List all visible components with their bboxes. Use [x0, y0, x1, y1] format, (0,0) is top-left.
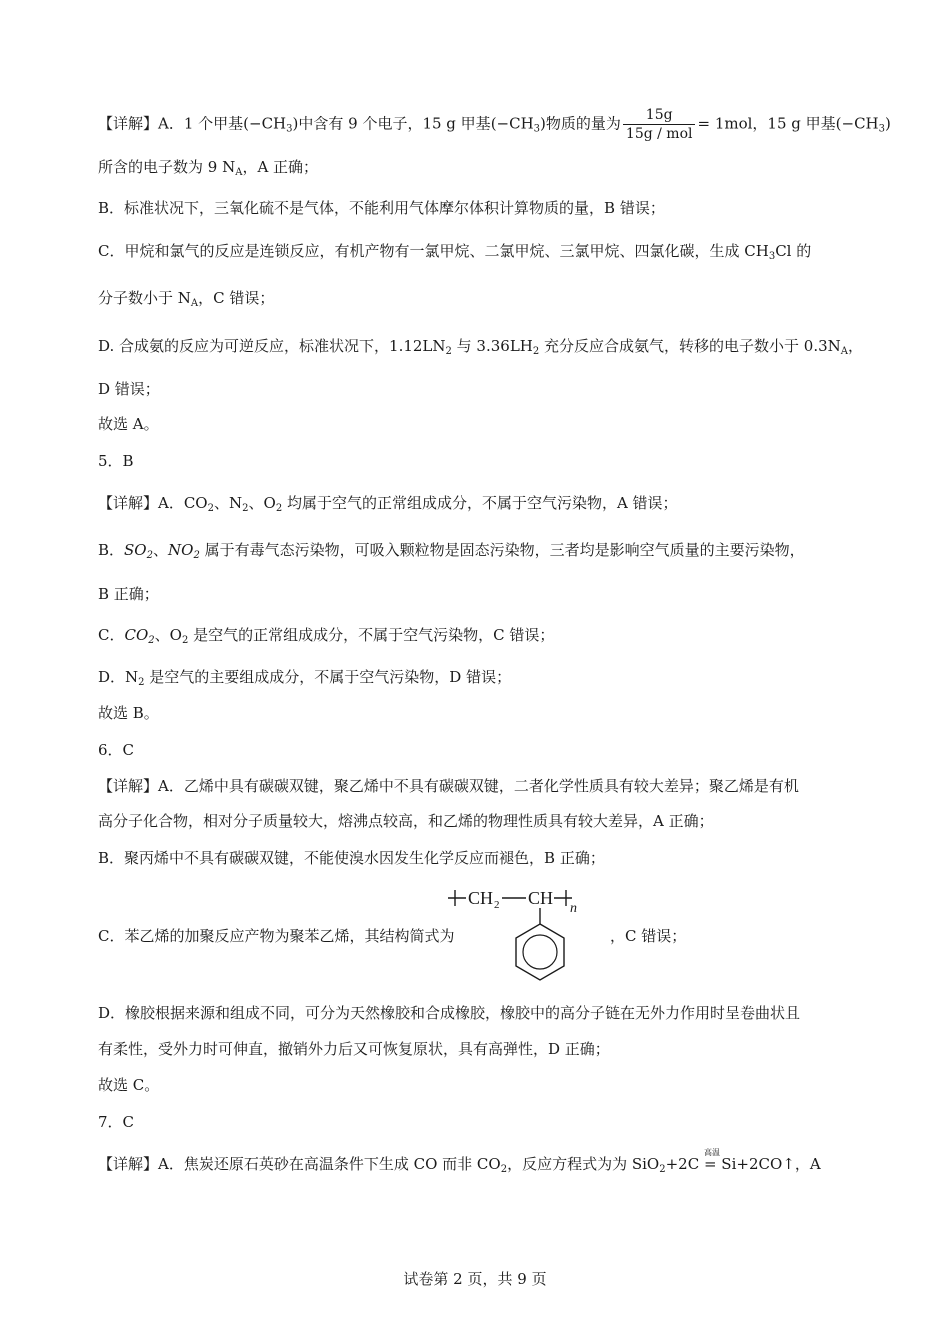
text: 分子数小于 N: [98, 289, 191, 307]
answer-5-option-a: [98, 493, 678, 513]
formula: NO: [168, 541, 194, 559]
text: 是空气的主要组成成分，不属于空气污染物，D 错误；: [144, 668, 512, 686]
text: C．: [98, 626, 125, 644]
answer-7-option-a: [98, 1148, 821, 1175]
equals-sign: =: [703, 1155, 717, 1173]
text: D. 合成氨的反应为可逆反应，标准状况下，1.12LN: [98, 337, 446, 355]
answer-5-option-c: [98, 625, 554, 645]
answer-5-option-d: [98, 667, 511, 687]
fraction-denominator: 15g / mol: [625, 126, 693, 142]
text: (−CH: [835, 114, 879, 133]
text: C．苯乙烯的加聚反应产物为聚苯乙烯，其结构简式为: [98, 927, 455, 945]
text: ): [885, 114, 891, 133]
reaction-equals: [703, 1148, 720, 1174]
answer-7-heading: 7．C: [98, 1113, 135, 1131]
fraction-numerator: 15g: [623, 106, 696, 125]
answer-4-line-a: [98, 106, 891, 143]
answer-6-option-d-cont: 有柔性，受外力时可伸直，撤销外力后又可恢复原状，具有高弹性，D 正确；: [98, 1040, 610, 1058]
answer-4-option-c-cont: [98, 288, 274, 308]
answer-4-line-b: [98, 157, 318, 177]
subscript: 2: [181, 635, 189, 646]
text: 、O: [248, 494, 276, 512]
subscript: 3: [878, 123, 886, 135]
subscript: 2: [445, 346, 452, 357]
text: )中含有 9 个电子，15 g 甲基: [292, 114, 491, 133]
formula: CO: [124, 626, 149, 644]
answer-4-conclusion: 故选 A。: [98, 415, 159, 433]
subscript: 2: [659, 1164, 666, 1175]
text: 是空气的正常组成成分，不属于空气污染物，C 错误；: [188, 626, 555, 644]
subscript: 3: [533, 123, 541, 135]
text: 【详解】A．1 个甲基: [98, 114, 244, 133]
text: 【详解】A．CO: [98, 494, 208, 512]
subscript: 2: [275, 503, 283, 514]
ch2-label: CH: [468, 888, 494, 908]
text: 、N: [213, 494, 243, 512]
answer-5-heading: 5．B: [98, 452, 134, 470]
text: ，: [848, 337, 864, 355]
answer-5-option-b: [98, 540, 805, 560]
subscript: 2: [138, 677, 145, 688]
subscript: A: [235, 167, 243, 178]
answer-6-option-b: B．聚丙烯中不具有碳碳双键，不能使溴水因发生化学反应而褪色，B 正确；: [98, 849, 605, 867]
text: = 1mol，15 g 甲基: [697, 114, 836, 133]
text: 充分反应合成氨气，转移的电子数小于 0.3N: [539, 337, 841, 355]
answer-4-option-d-cont: D 错误；: [98, 380, 160, 398]
subscript: 2: [193, 550, 200, 561]
answer-6-option-c-text: [98, 926, 454, 946]
ch-label: CH: [528, 888, 554, 908]
answer-6-conclusion: 故选 C。: [98, 1076, 160, 1094]
subscript: 2: [242, 503, 249, 514]
text: (−CH: [490, 114, 534, 133]
text: C．甲烷和氯气的反应是连锁反应，有机产物有一氯甲烷、二氯甲烷、三氯甲烷、四氯化碳，生成 CH: [98, 242, 769, 260]
page-footer: 试卷第 2 页，共 9 页: [403, 1270, 547, 1288]
subscript: 2: [500, 1164, 508, 1175]
answer-4-option-d: [98, 336, 863, 356]
subscript: 2: [207, 503, 214, 514]
answer-6-option-c-end: ，C 错误；: [610, 927, 687, 945]
subscript: 3: [286, 123, 293, 135]
text: B．: [98, 541, 125, 559]
answer-5-option-b-cont: B 正确；: [98, 585, 159, 603]
answer-6-option-a-cont: 高分子化合物，相对分子质量较大，熔沸点较高，和乙烯的物理性质具有较大差异，A 正确；: [98, 812, 714, 830]
polystyrene-structure: [440, 882, 630, 987]
text: 所含的电子数为 9 N: [98, 158, 236, 176]
text: 与 3.36LH: [451, 337, 533, 355]
subscript: 2: [146, 550, 153, 561]
text: 、O: [154, 626, 182, 644]
fraction: [623, 106, 696, 143]
text: +2C: [665, 1155, 704, 1173]
subscript: A: [190, 298, 199, 309]
answer-5-conclusion: 故选 B。: [98, 704, 159, 722]
answer-6-option-a: 【详解】A．乙烯中具有碳碳双键，聚乙烯中不具有碳碳双键，二者化学性质具有较大差异；聚乙烯是有机: [98, 777, 799, 795]
repeat-n: n: [570, 901, 577, 916]
formula: SO: [124, 541, 147, 559]
text: (−CH: [243, 114, 287, 133]
text: ，反应方程式为为 SiO: [507, 1155, 660, 1173]
text: )物质的量为: [540, 114, 621, 133]
answer-6-heading: 6．C: [98, 741, 135, 759]
text: ，A 正确；: [242, 158, 319, 176]
reaction-condition: 高温: [703, 1148, 720, 1157]
text: 、: [152, 541, 168, 559]
ch2-subscript: 2: [494, 899, 500, 911]
answer-6-option-d: D．橡胶根据来源和组成不同，可分为天然橡胶和合成橡胶，橡胶中的高分子链在无外力作用时呈卷曲状且: [98, 1004, 801, 1022]
subscript: 2: [532, 346, 540, 357]
text: ，C 错误；: [198, 289, 275, 307]
text: 属于有毒气态污染物，可吸入颗粒物是固态污染物，三者均是影响空气质量的主要污染物，: [199, 541, 805, 559]
text: 【详解】A．焦炭还原石英砂在高温条件下生成 CO 而非 CO: [98, 1155, 501, 1173]
text: Si+2CO↑，A: [716, 1155, 821, 1173]
benzene-aromatic-circle: [523, 935, 557, 969]
subscript: A: [840, 346, 849, 357]
answer-4-option-b: B．标准状况下，三氧化硫不是气体，不能利用气体摩尔体积计算物质的量，B 错误；: [98, 199, 665, 217]
text: Cl 的: [775, 242, 812, 260]
subscript: 2: [148, 635, 155, 646]
text: D．N: [98, 668, 139, 686]
answer-4-option-c: [98, 241, 811, 261]
text: 均属于空气的正常组成成分，不属于空气污染物，A 错误；: [282, 494, 678, 512]
subscript: 3: [768, 251, 776, 262]
